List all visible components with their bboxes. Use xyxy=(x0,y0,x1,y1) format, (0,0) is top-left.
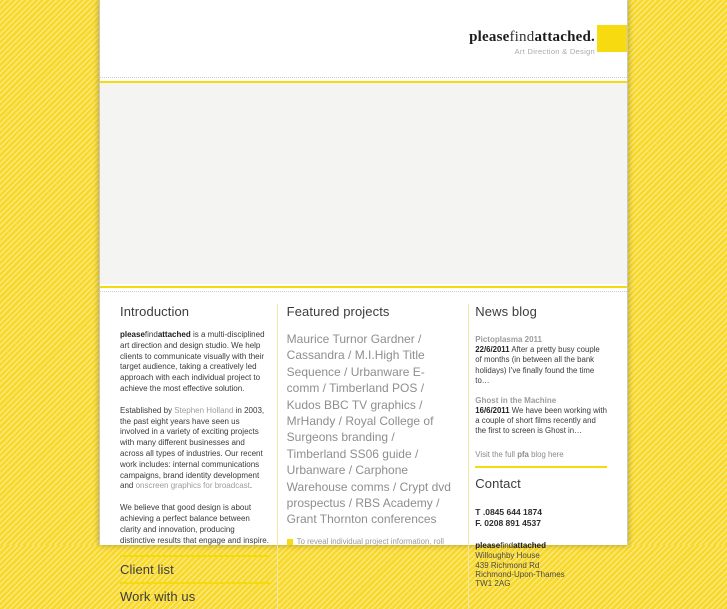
column-introduction xyxy=(120,304,270,609)
intro-p2-text-c: . xyxy=(249,481,253,491)
blog-entry xyxy=(475,335,607,387)
intro-p2-text-a: Established by xyxy=(120,405,175,415)
column-featured-projects xyxy=(287,304,453,609)
logo-wordmark xyxy=(469,29,595,45)
blog-entry-title[interactable]: Ghost in the Machine xyxy=(475,395,557,405)
page-container xyxy=(99,0,628,605)
brand-part-find: find xyxy=(144,330,158,339)
featured-projects-heading: Featured projects xyxy=(286,304,390,319)
logo-period: . xyxy=(591,29,595,45)
intro-p2-text-b: in 2003, the past eight years have seen us involved in a variety of exciting projects with many different businesses and across all types of industries. Our recent work includes: internal communications campaigns, brand identity development and xyxy=(120,405,265,491)
contact-brand-name xyxy=(475,541,607,550)
projects-footnote xyxy=(287,537,453,547)
hero-slideshow-placeholder xyxy=(100,83,627,284)
onscreen-graphics-link[interactable]: onscreen graphics for broadcast xyxy=(135,481,250,491)
blog-entry-date: 22/6/2011 xyxy=(475,345,510,354)
divider-yellow-bottom xyxy=(100,286,627,288)
contact-telephone: T .0845 644 1874 xyxy=(475,506,542,517)
intro-paragraph-1 xyxy=(120,330,270,395)
full-blog-link-pre: Visit the full xyxy=(475,449,518,459)
yellow-square-bullet-icon xyxy=(287,539,293,545)
address-line: 439 Richmond Rd xyxy=(475,560,540,570)
brand-part-attached: attached xyxy=(157,330,191,339)
logo-part-attached: attached xyxy=(534,29,592,45)
intro-heading: Introduction xyxy=(120,304,190,319)
brand-part-find: find xyxy=(500,540,514,550)
address-line: TW1 2AG xyxy=(475,579,511,589)
projects-footnote-text: To reveal individual project information, roll xyxy=(296,536,445,546)
contact-address xyxy=(475,541,607,589)
blog-entry-title[interactable]: Pictoplasma 2011 xyxy=(475,335,543,344)
address-line: Willoughby House xyxy=(475,551,540,561)
site-logo[interactable] xyxy=(469,29,595,56)
brand-part-attached: attached xyxy=(513,540,547,550)
column-news-contact xyxy=(475,304,607,609)
address-line: Richmond-Upon-Thames xyxy=(475,570,565,580)
logo-part-find: find xyxy=(509,29,535,45)
blog-entry-text: We have been working with a couple of short films recently and the first to screen is Ghost in… xyxy=(475,405,607,436)
full-blog-link-post: blog here xyxy=(528,449,564,459)
stephen-holland-link[interactable]: Stephen Holland xyxy=(174,405,234,415)
site-header xyxy=(100,0,627,77)
blog-entry-body xyxy=(475,345,607,387)
intro-p1-text: is a multi-disciplined art direction and design studio. We help clients to communicate visually with their target audience, taking a creatively led approach with each individual project to achieve the most effective solution. xyxy=(120,330,265,393)
logo-yellow-square xyxy=(597,25,627,52)
news-blog-heading: News blog xyxy=(475,304,537,319)
contact-heading: Contact xyxy=(475,475,521,491)
full-blog-link-pfa: pfa xyxy=(517,449,529,459)
contact-fax: F. 0208 891 4537 xyxy=(475,517,541,528)
brand-part-please: please xyxy=(475,540,501,550)
logo-tagline: Art Direction & Design xyxy=(514,47,595,56)
content-columns xyxy=(100,292,627,609)
featured-projects-list[interactable]: Maurice Turnor Gardner / Cassandra / M.I.High Title Sequence / Urbanware E-comm / Timberland POS / Kudos BBC TV graphics / MrHandy / Royal College of Surgeons branding / Timberland SS06 guide / Urbanware / Carphone Warehouse comms / Crypt dvd prospectus / RBS Academy / Grant Thornton conferences xyxy=(286,332,451,527)
full-blog-link[interactable] xyxy=(475,450,607,459)
intro-paragraph-2 xyxy=(120,406,270,492)
blog-entry xyxy=(475,396,607,437)
client-list-link[interactable]: Client list xyxy=(120,562,174,578)
blog-entry-date: 16/6/2011 xyxy=(475,405,510,415)
column-divider-1 xyxy=(277,304,278,609)
work-with-us-link[interactable]: Work with us xyxy=(120,589,196,605)
column-divider-2 xyxy=(468,304,469,609)
logo-part-please: please xyxy=(469,29,510,45)
blog-entry-text: After a pretty busy couple of months (in between all the bank holidays) I've finally found the time to… xyxy=(475,345,600,386)
blog-entry-body xyxy=(475,406,607,437)
divider-yellow-contact xyxy=(475,466,607,468)
divider-dotted-top xyxy=(100,77,627,78)
brand-part-please: please xyxy=(120,330,145,339)
intro-paragraph-3: We believe that good design is about achieving a perfect balance between clarity and innovation, producing distinctive results that engage and inspire. xyxy=(120,503,269,545)
